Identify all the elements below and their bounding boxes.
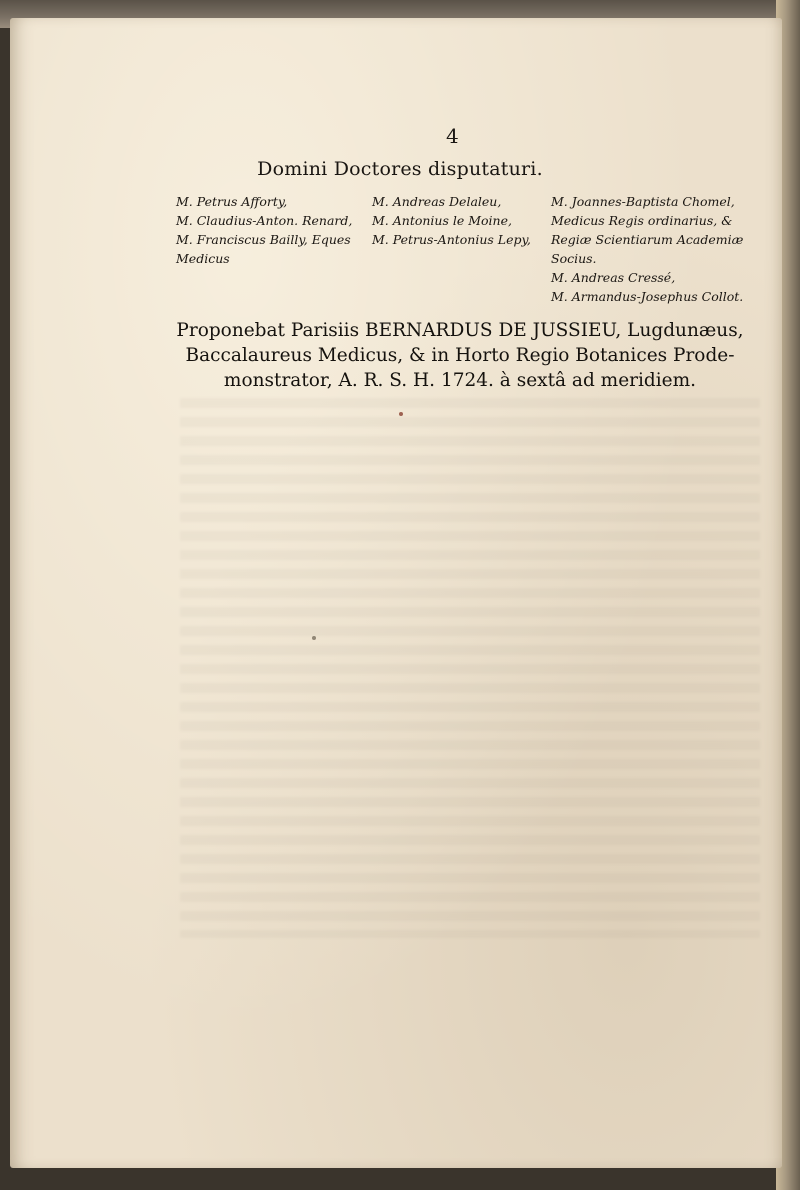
names-column-3 bbox=[551, 192, 743, 306]
imprint-line: Proponebat Parisiis BERNARDUS DE JUSSIEU, Lugdunæus, bbox=[176, 320, 744, 341]
name-line: M. Armandus-Josephus Collot. bbox=[551, 289, 744, 304]
imprint-line: monstrator, A. R. S. H. 1724. à sextâ ad meridiem. bbox=[223, 370, 697, 391]
name-line: Socius. bbox=[551, 251, 597, 266]
name-line: M. Petrus-Antonius Lepy, bbox=[372, 232, 531, 247]
name-line: M. Petrus Afforty, bbox=[176, 194, 288, 209]
name-line: M. Claudius-Anton. Renard, bbox=[176, 213, 353, 228]
name-line: M. Franciscus Bailly, Eques bbox=[176, 232, 351, 247]
name-line: M. Joannes-Baptista Chomel, bbox=[551, 194, 735, 209]
name-line: M. Andreas Delaleu, bbox=[372, 194, 502, 209]
section-header: Domini Doctores disputaturi. bbox=[257, 158, 543, 180]
paper-speck bbox=[312, 636, 316, 640]
imprint-line: Baccalaureus Medicus, & in Horto Regio Botanices Prode- bbox=[185, 345, 735, 366]
name-line: M. Antonius le Moine, bbox=[372, 213, 512, 228]
page-number: 4 bbox=[446, 124, 459, 148]
paper-speck bbox=[399, 412, 403, 416]
document-page bbox=[10, 18, 782, 1168]
imprint-paragraph bbox=[160, 318, 760, 393]
show-through-text bbox=[180, 398, 760, 938]
names-column-1 bbox=[176, 192, 352, 268]
names-column-2 bbox=[372, 192, 531, 249]
name-line: Regiæ Scientiarum Academiæ bbox=[551, 232, 744, 247]
name-line: Medicus Regis ordinarius, & bbox=[551, 213, 733, 228]
name-line: Medicus bbox=[176, 251, 230, 266]
name-line: M. Andreas Cressé, bbox=[551, 270, 676, 285]
